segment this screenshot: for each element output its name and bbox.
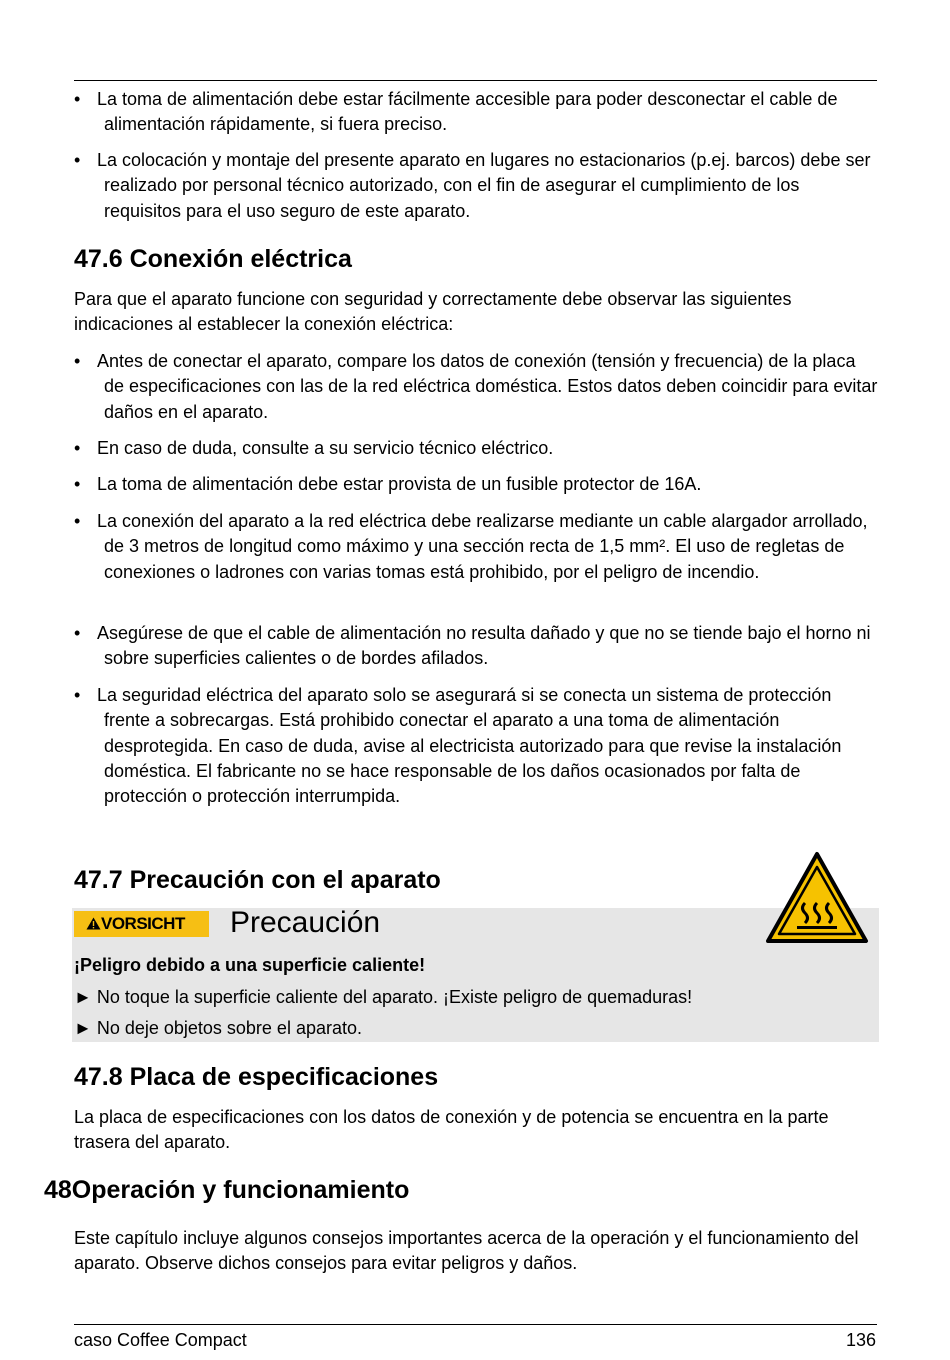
bullet-icon: • [74, 150, 81, 170]
section-heading-47-8: 47.8 Placa de especificaciones [74, 1063, 439, 1091]
hot-surface-warning-icon [765, 851, 869, 945]
footer-rule [74, 1324, 877, 1325]
bullet-icon: • [74, 685, 81, 705]
list-item [74, 621, 880, 672]
list-item [74, 436, 880, 461]
vorsicht-label: VORSICHT [101, 914, 185, 933]
vorsicht-badge [74, 911, 209, 937]
section-text: La placa de especificaciones con los datos de conexión y de potencia se encuentra en la parte trasera del aparato. [74, 1107, 829, 1153]
page-number: 136 [845, 1330, 876, 1350]
warning-title: Precaución [230, 906, 381, 939]
list-item-text: La toma de alimentación debe estar provista de un fusible protector de 16A. [97, 474, 702, 494]
warning-triangle-icon [86, 917, 101, 930]
list-item [74, 349, 880, 425]
hazard-title: ¡Peligro debido a una superficie caliente! [74, 955, 426, 975]
chapter-heading-48: 48Operación y funcionamiento [44, 1176, 410, 1204]
top-rule [74, 80, 877, 81]
section-heading-47-7: 47.7 Precaución con el aparato [74, 866, 441, 894]
list-item [74, 683, 880, 809]
list-item [74, 509, 880, 585]
bullet-icon: • [74, 89, 81, 109]
footer-product: caso Coffee Compact [74, 1330, 247, 1350]
list-item-text: Asegúrese de que el cable de alimentación no resulta dañado y que no se tiende bajo el horno ni sobre superficies calientes o de bordes afilados. [97, 623, 871, 669]
list-item-text: La conexión del aparato a la red eléctrica debe realizarse mediante un cable alargador arrollado, de 3 metros de longitud como máximo y una sección recta de 1,5 mm². El uso de regletas de conexiones o ladrones con varias tomas está prohibido, por el peligro de incendio. [97, 511, 868, 582]
section-intro: Para que el aparato funcione con seguridad y correctamente debe observar las siguientes indicaciones al establecer la conexión eléctrica: [74, 289, 792, 335]
bullet-icon: • [74, 438, 81, 458]
list-item-text: En caso de duda, consulte a su servicio técnico eléctrico. [97, 438, 554, 458]
list-item-text: La toma de alimentación debe estar fácilmente accesible para poder desconectar el cable de alimentación rápidamente, si fuera preciso. [97, 89, 838, 135]
list-item [74, 148, 880, 224]
bullet-icon: • [74, 474, 81, 494]
bullet-icon: • [74, 351, 81, 371]
list-item-text: La seguridad eléctrica del aparato solo se asegurará si se conecta un sistema de protección frente a sobrecargas. Está prohibido conectar el aparato a una toma de alimentación desprotegida. En caso de duda, avise al electricista autorizado para que revise la instalación doméstica. El fabricante no se hace responsable de los daños ocasionados por falta de protección o protección interrumpida. [97, 685, 842, 807]
list-item-text: Antes de conectar el aparato, compare los datos de conexión (tensión y frecuencia) de la placa de especificaciones con las de la red eléctrica doméstica. Estos datos deben coincidir para evitar daños en el aparato. [97, 351, 878, 422]
section-heading-47-6: 47.6 Conexión eléctrica [74, 245, 352, 273]
list-item [74, 472, 880, 497]
list-item-text: La colocación y montaje del presente aparato en lugares no estacionarios (p.ej. barcos) debe ser realizado por personal técnico autorizado, con el fin de asegurar el cumplimiento de los requisitos para el uso seguro de este aparato. [97, 150, 871, 221]
instruction-line: ► No toque la superficie caliente del aparato. ¡Existe peligro de quemaduras! [74, 987, 693, 1007]
instruction-line: ► No deje objetos sobre el aparato. [74, 1018, 362, 1038]
list-item [74, 87, 880, 138]
chapter-text: Este capítulo incluye algunos consejos importantes acerca de la operación y el funcionamiento del aparato. Observe dichos consejos para evitar peligros y daños. [74, 1228, 859, 1274]
bullet-icon: • [74, 511, 81, 531]
bullet-icon: • [74, 623, 81, 643]
